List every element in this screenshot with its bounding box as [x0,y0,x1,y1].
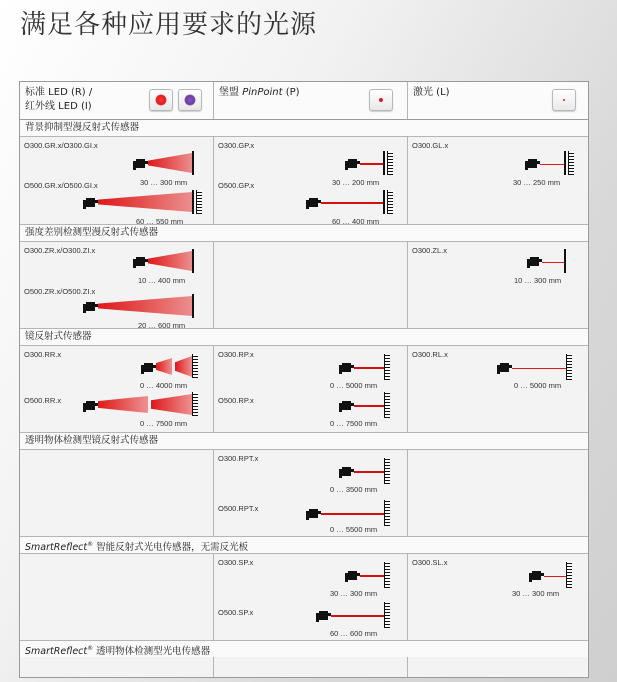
header-pinpoint-brand: 堡盟 [219,87,239,98]
target-object [564,151,566,175]
range-label: 0 … 5000 mm [514,381,562,390]
sensor-icon [319,611,328,620]
cell-gl [408,137,588,224]
row-smartreflect [20,554,588,641]
beam [542,262,564,263]
background-icon [566,562,572,588]
cell-gp [214,137,408,224]
range-label: 0 … 3500 mm [330,485,378,494]
beam [156,358,172,375]
section-transparent-retro: 透明物体检测型镜反射式传感器 [20,433,588,450]
range-label: 0 … 5000 mm [330,381,378,390]
sensor-icon [342,363,351,372]
cell-rp [214,346,408,432]
range-label: 30 … 300 mm [512,589,560,598]
beam [544,576,566,577]
cell-rl [408,346,588,432]
range-label: 30 … 200 mm [332,178,380,187]
product-label: O300.RPT.x [218,454,259,463]
beam [175,356,192,377]
background-icon [568,151,574,175]
sensor-icon [309,509,318,518]
cell-srt-2 [214,657,408,677]
row-background-suppression [20,137,588,225]
range-label: 60 … 600 mm [330,629,378,638]
beam [321,202,383,204]
reflector-icon [192,354,198,378]
range-label: 60 … 400 mm [332,217,380,226]
sensor-icon [348,571,357,580]
header-led-line2: 红外线 LED (I) [25,101,92,112]
registered-mark: ® [87,645,94,652]
registered-mark: ® [87,541,94,548]
header-led-line1: 标准 LED (R) / [25,87,93,98]
cell-sl [408,554,588,640]
range-label: 10 … 400 mm [138,276,186,285]
product-label: O300.RR.x [24,350,62,359]
cell-rrt-empty [20,450,214,536]
cell-rr [20,346,214,432]
reflector-icon [384,354,390,380]
section-energetic-diffuse: 强度差别检测型漫反射式传感器 [20,225,588,242]
target-object [383,151,385,175]
cell-zp-empty [214,242,408,328]
section-text: 智能反射式光电传感器，无需反光板 [93,542,249,554]
cell-srt-3 [408,657,588,677]
reflector-icon [384,500,390,526]
beam [148,251,192,271]
range-label: 0 … 7500 mm [330,419,378,428]
section-text: 透明物体检测型光电传感器 [93,646,211,658]
infrared-led-icon [178,89,202,111]
cell-zl [408,242,588,328]
range-label: 20 … 600 mm [138,321,186,330]
range-label: 30 … 300 mm [140,178,188,187]
sensor-icon [144,363,153,372]
range-label: 10 … 300 mm [514,276,562,285]
row-retro-reflective [20,346,588,433]
target-object [192,294,194,318]
product-label: O300.GL.x [412,141,449,150]
section-smartreflect [20,537,588,554]
section-retro-reflective: 镜反射式传感器 [20,329,588,346]
target-object [192,249,194,273]
cell-sr-empty [20,554,214,640]
target-object [192,151,194,175]
beam [148,153,192,173]
cell-gr [20,137,214,224]
cell-zr [20,242,214,328]
product-label: O300.RP.x [218,350,254,359]
sensor-icon [348,159,357,168]
sensor-icon [309,198,318,207]
sensor-icon [342,467,351,476]
pinpoint-icon [369,89,393,111]
beam [98,192,192,212]
laser-icon [552,89,576,111]
beam [360,163,383,165]
background-icon [384,562,390,588]
header-pinpoint-code: (P) [285,87,300,98]
range-label: 30 … 250 mm [513,178,561,187]
sensor-icon [136,159,145,168]
page-title: 满足各种应用要求的光源 [20,10,318,40]
header-standard-led [20,82,214,119]
beam [512,368,566,369]
reflector-icon [566,354,572,380]
smartreflect-brand: SmartReflect [25,646,88,658]
reflector-icon [384,458,390,484]
target-object [564,249,566,273]
cell-rlt-empty [408,450,588,536]
header-pinpoint-label [219,86,300,100]
beam [540,164,564,165]
sensor-icon [530,257,539,266]
product-label: O500.RPT.x [218,504,259,513]
product-label: O300.GP.x [218,141,255,150]
product-label: O500.GP.x [218,181,255,190]
cell-sp [214,554,408,640]
background-icon [384,602,390,628]
product-label: O300.ZL.x [412,246,448,255]
background-icon [387,190,393,214]
sensor-icon [86,302,95,311]
range-label: 30 … 300 mm [330,589,378,598]
background-icon [196,190,202,214]
background-icon [387,151,393,175]
product-label: O500.ZR.x/O500.ZI.x [24,287,96,296]
sensor-icon [500,363,509,372]
header-pinpoint-name: PinPoint [242,87,283,98]
sensor-icon [532,571,541,580]
target-object [192,190,194,214]
beam [354,367,384,369]
sensor-icon [342,401,351,410]
range-label: 0 … 7500 mm [140,419,188,428]
target-object [383,190,385,214]
red-led-icon [149,89,173,111]
product-label: O300.GR.x/O300.GI.x [24,141,98,150]
product-label: O500.RP.x [218,396,254,405]
light-source-table [19,81,589,678]
smartreflect-brand: SmartReflect [25,542,88,554]
cell-srt-1 [20,657,214,677]
product-label: O300.SP.x [218,558,254,567]
sensor-icon [86,401,95,410]
beam [354,405,384,407]
row-smartreflect-transparent [20,657,588,677]
beam [151,394,192,415]
header-pinpoint [214,82,408,119]
product-label: O300.RL.x [412,350,448,359]
header-standard-led-label [25,86,92,114]
sensor-icon [86,198,95,207]
reflector-icon [384,392,390,418]
section-background-suppression: 背景抑制型漫反射式传感器 [20,120,588,137]
row-transparent-retro [20,450,588,537]
reflector-icon [192,392,198,416]
beam [98,296,192,316]
range-label: 0 … 4000 mm [140,381,188,390]
beam [98,396,148,413]
beam [321,513,384,515]
sensor-icon [136,257,145,266]
header-laser-label: 激光 (L) [413,87,450,98]
beam [354,471,384,473]
product-label: O500.SP.x [218,608,254,617]
range-label: 0 … 5500 mm [330,525,378,534]
product-label: O300.ZR.x/O300.ZI.x [24,246,96,255]
row-energetic-diffuse [20,242,588,329]
beam [331,615,384,617]
section-smartreflect-transparent [20,641,588,657]
table-header [20,82,588,120]
beam [360,575,384,577]
cell-rpt [214,450,408,536]
sensor-icon [528,159,537,168]
header-laser [408,82,588,119]
product-label: O500.RR.x [24,396,62,405]
product-label: O300.SL.x [412,558,448,567]
product-label: O500.GR.x/O500.GI.x [24,181,98,190]
range-label: 60 … 550 mm [136,217,184,226]
